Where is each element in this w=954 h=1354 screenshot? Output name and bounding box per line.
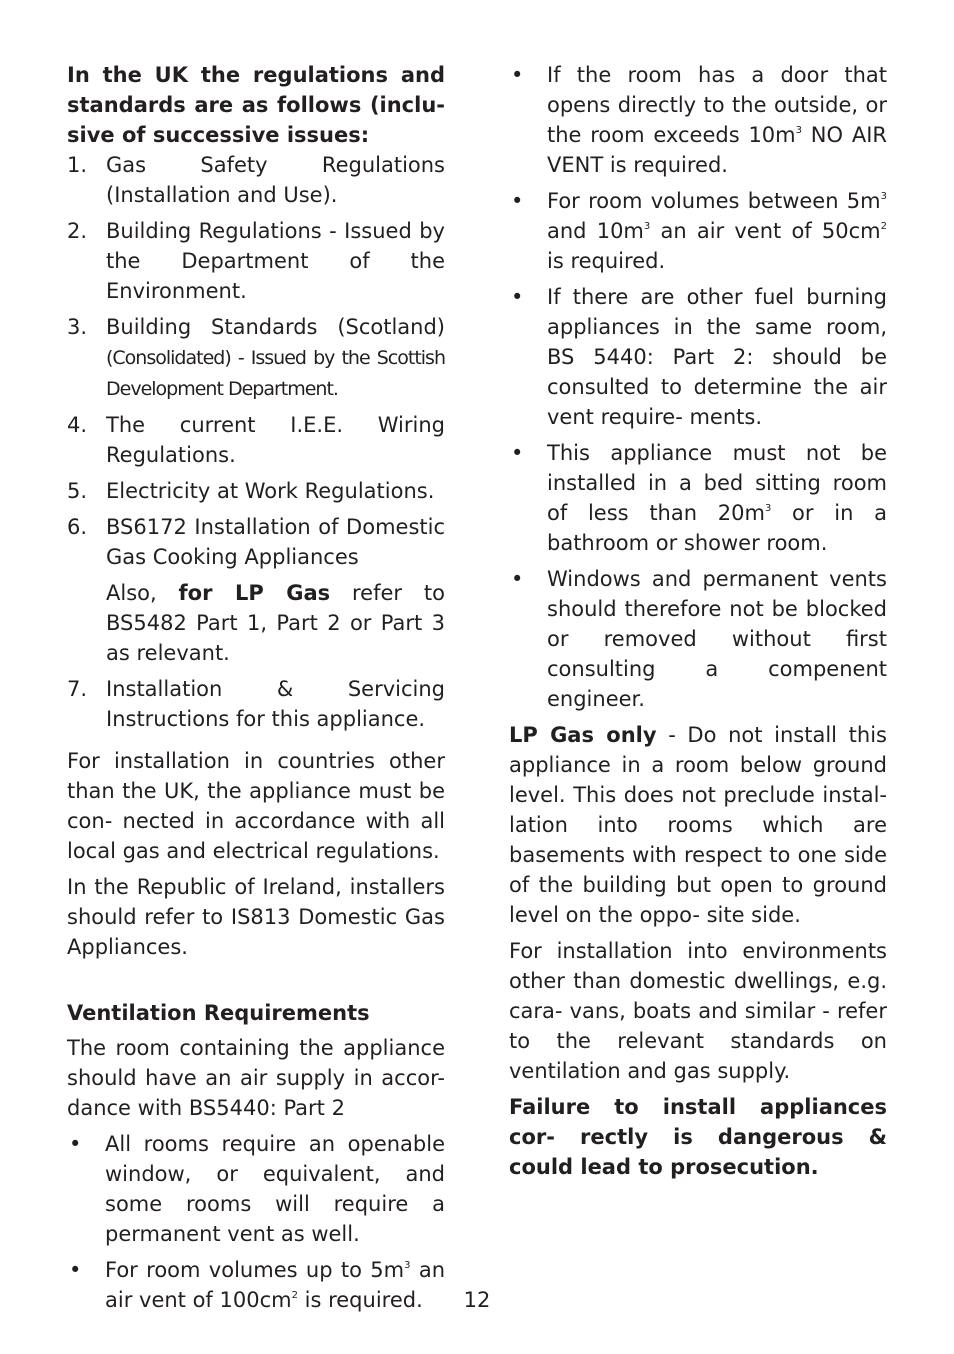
item-number: 4. [67, 413, 88, 437]
item-text-condensed: (Consolidated) - Issued by the Scottish Development Department. [106, 347, 445, 400]
item-text: Installation & Servicing Instructions for this appliance. [106, 677, 445, 731]
item-text: Building Standards (Scotland) [106, 315, 445, 339]
list-item [67, 312, 445, 404]
bullet-text: Windows and permanent vents should therefore not be blocked or removed without first consulting a compenent engineer. [547, 567, 887, 711]
lp-gas-note [106, 578, 445, 668]
lp-gas-note-bold: for LP Gas [178, 581, 331, 605]
right-column [509, 60, 887, 1182]
lp-gas-paragraph [509, 720, 887, 930]
list-item [67, 674, 445, 734]
bullet-icon: • [511, 285, 524, 309]
bullet-text: For room volumes up to 5m [105, 1258, 405, 1282]
bullet-text: is required. [547, 249, 666, 273]
superscript: 3 [404, 1260, 411, 1271]
bullet-text: NO AIR VENT is required. [547, 123, 887, 177]
ventilation-intro: The room containing the appliance should have an air supply in accor- dance with BS5440: Part 2 [67, 1036, 445, 1120]
warning-paragraph: Failure to install appliances cor- rectly is dangerous & could lead to prosecution. [509, 1095, 887, 1179]
bullet-text: an air vent of 100cm [105, 1258, 445, 1312]
superscript: 3 [764, 503, 772, 514]
item-text: Gas Safety Regulations (Installation and Use). [106, 153, 445, 207]
bullet-text: All rooms require an openable window, or equivalent, and some rooms will require a permanent vent as well. [105, 1132, 445, 1246]
other-countries-paragraph: For installation in countries other than the UK, the appliance must be con- nected in accordance with all local gas and electrical regulations. [67, 749, 445, 863]
list-item [509, 60, 887, 180]
bullet-icon: • [511, 441, 524, 465]
other-environments-paragraph: For installation into environments other than domestic dwellings, e.g. cara- vans, boats and similar - refer to the relevant standards on ventilation and gas supply. [509, 939, 887, 1083]
item-text: The current I.E.E. Wiring Regulations. [106, 413, 445, 467]
item-text: Building Regulations - Issued by the Department of the Environment. [106, 219, 445, 303]
item-number: 3. [67, 315, 88, 339]
list-item [67, 150, 445, 210]
ireland-paragraph: In the Republic of Ireland, installers should refer to IS813 Domestic Gas Appliances. [67, 875, 445, 959]
bullet-icon: • [511, 63, 524, 87]
list-item [67, 216, 445, 306]
superscript: 2 [291, 1290, 298, 1301]
list-item [509, 438, 887, 558]
bullet-text: is required. [297, 1288, 423, 1312]
item-text: Electricity at Work Regulations. [106, 479, 435, 503]
superscript: 2 [880, 221, 887, 232]
bullet-icon: • [69, 1132, 82, 1156]
bullet-icon: • [511, 567, 524, 591]
bullet-text: and 10m [547, 219, 644, 243]
bullet-text: or in a bathroom or shower room. [547, 501, 887, 555]
item-number: 2. [67, 219, 88, 243]
bullet-text: If the room has a door that opens directly to the outside, or the room exceeds 10m [547, 63, 887, 147]
bullet-text: This appliance must not be installed in a bed sitting room of less than 20m [547, 441, 887, 525]
superscript: 3 [795, 125, 802, 136]
superscript: 3 [880, 191, 887, 202]
list-item [67, 476, 445, 506]
bullet-text: For room volumes between 5m [547, 189, 881, 213]
list-item [509, 564, 887, 714]
item-text: BS6172 Installation of Domestic Gas Cooking Appliances [106, 515, 445, 569]
left-column [67, 60, 445, 1315]
item-number: 7. [67, 677, 88, 701]
list-item [67, 410, 445, 470]
lp-gas-text: - Do not install this appliance in a room below ground level. This does not preclude instal- lation into rooms which are basements with respect to one side of the building but open to ground level on the oppo- site side. [509, 723, 887, 927]
superscript: 3 [643, 221, 651, 232]
bullet-icon: • [69, 1258, 82, 1282]
list-item [67, 512, 445, 668]
item-number: 5. [67, 479, 88, 503]
list-item [509, 282, 887, 432]
ventilation-heading: Ventilation Requirements [67, 1001, 370, 1025]
page-number: 12 [463, 1288, 491, 1312]
list-item [67, 1129, 445, 1249]
lp-gas-note-prefix: Also, [106, 581, 179, 605]
bullet-icon: • [511, 189, 524, 213]
bullet-text: If there are other fuel burning appliances in the same room, BS 5440: Part 2: should be consulted to determine the air vent require- ments. [547, 285, 887, 429]
lp-gas-label: LP Gas only [509, 723, 657, 747]
bullet-text: an air vent of 50cm [650, 219, 881, 243]
item-number: 1. [67, 153, 88, 177]
lp-gas-note-text: refer to BS5482 Part 1, Part 2 or Part 3 as relevant. [106, 581, 445, 665]
ventilation-bullets-right [509, 60, 887, 714]
item-number: 6. [67, 515, 88, 539]
list-item [509, 186, 887, 276]
uk-regulations-heading: In the UK the regulations and standards are as follows (inclu- sive of successive issues: [67, 63, 445, 147]
uk-regulations-list [67, 150, 445, 734]
